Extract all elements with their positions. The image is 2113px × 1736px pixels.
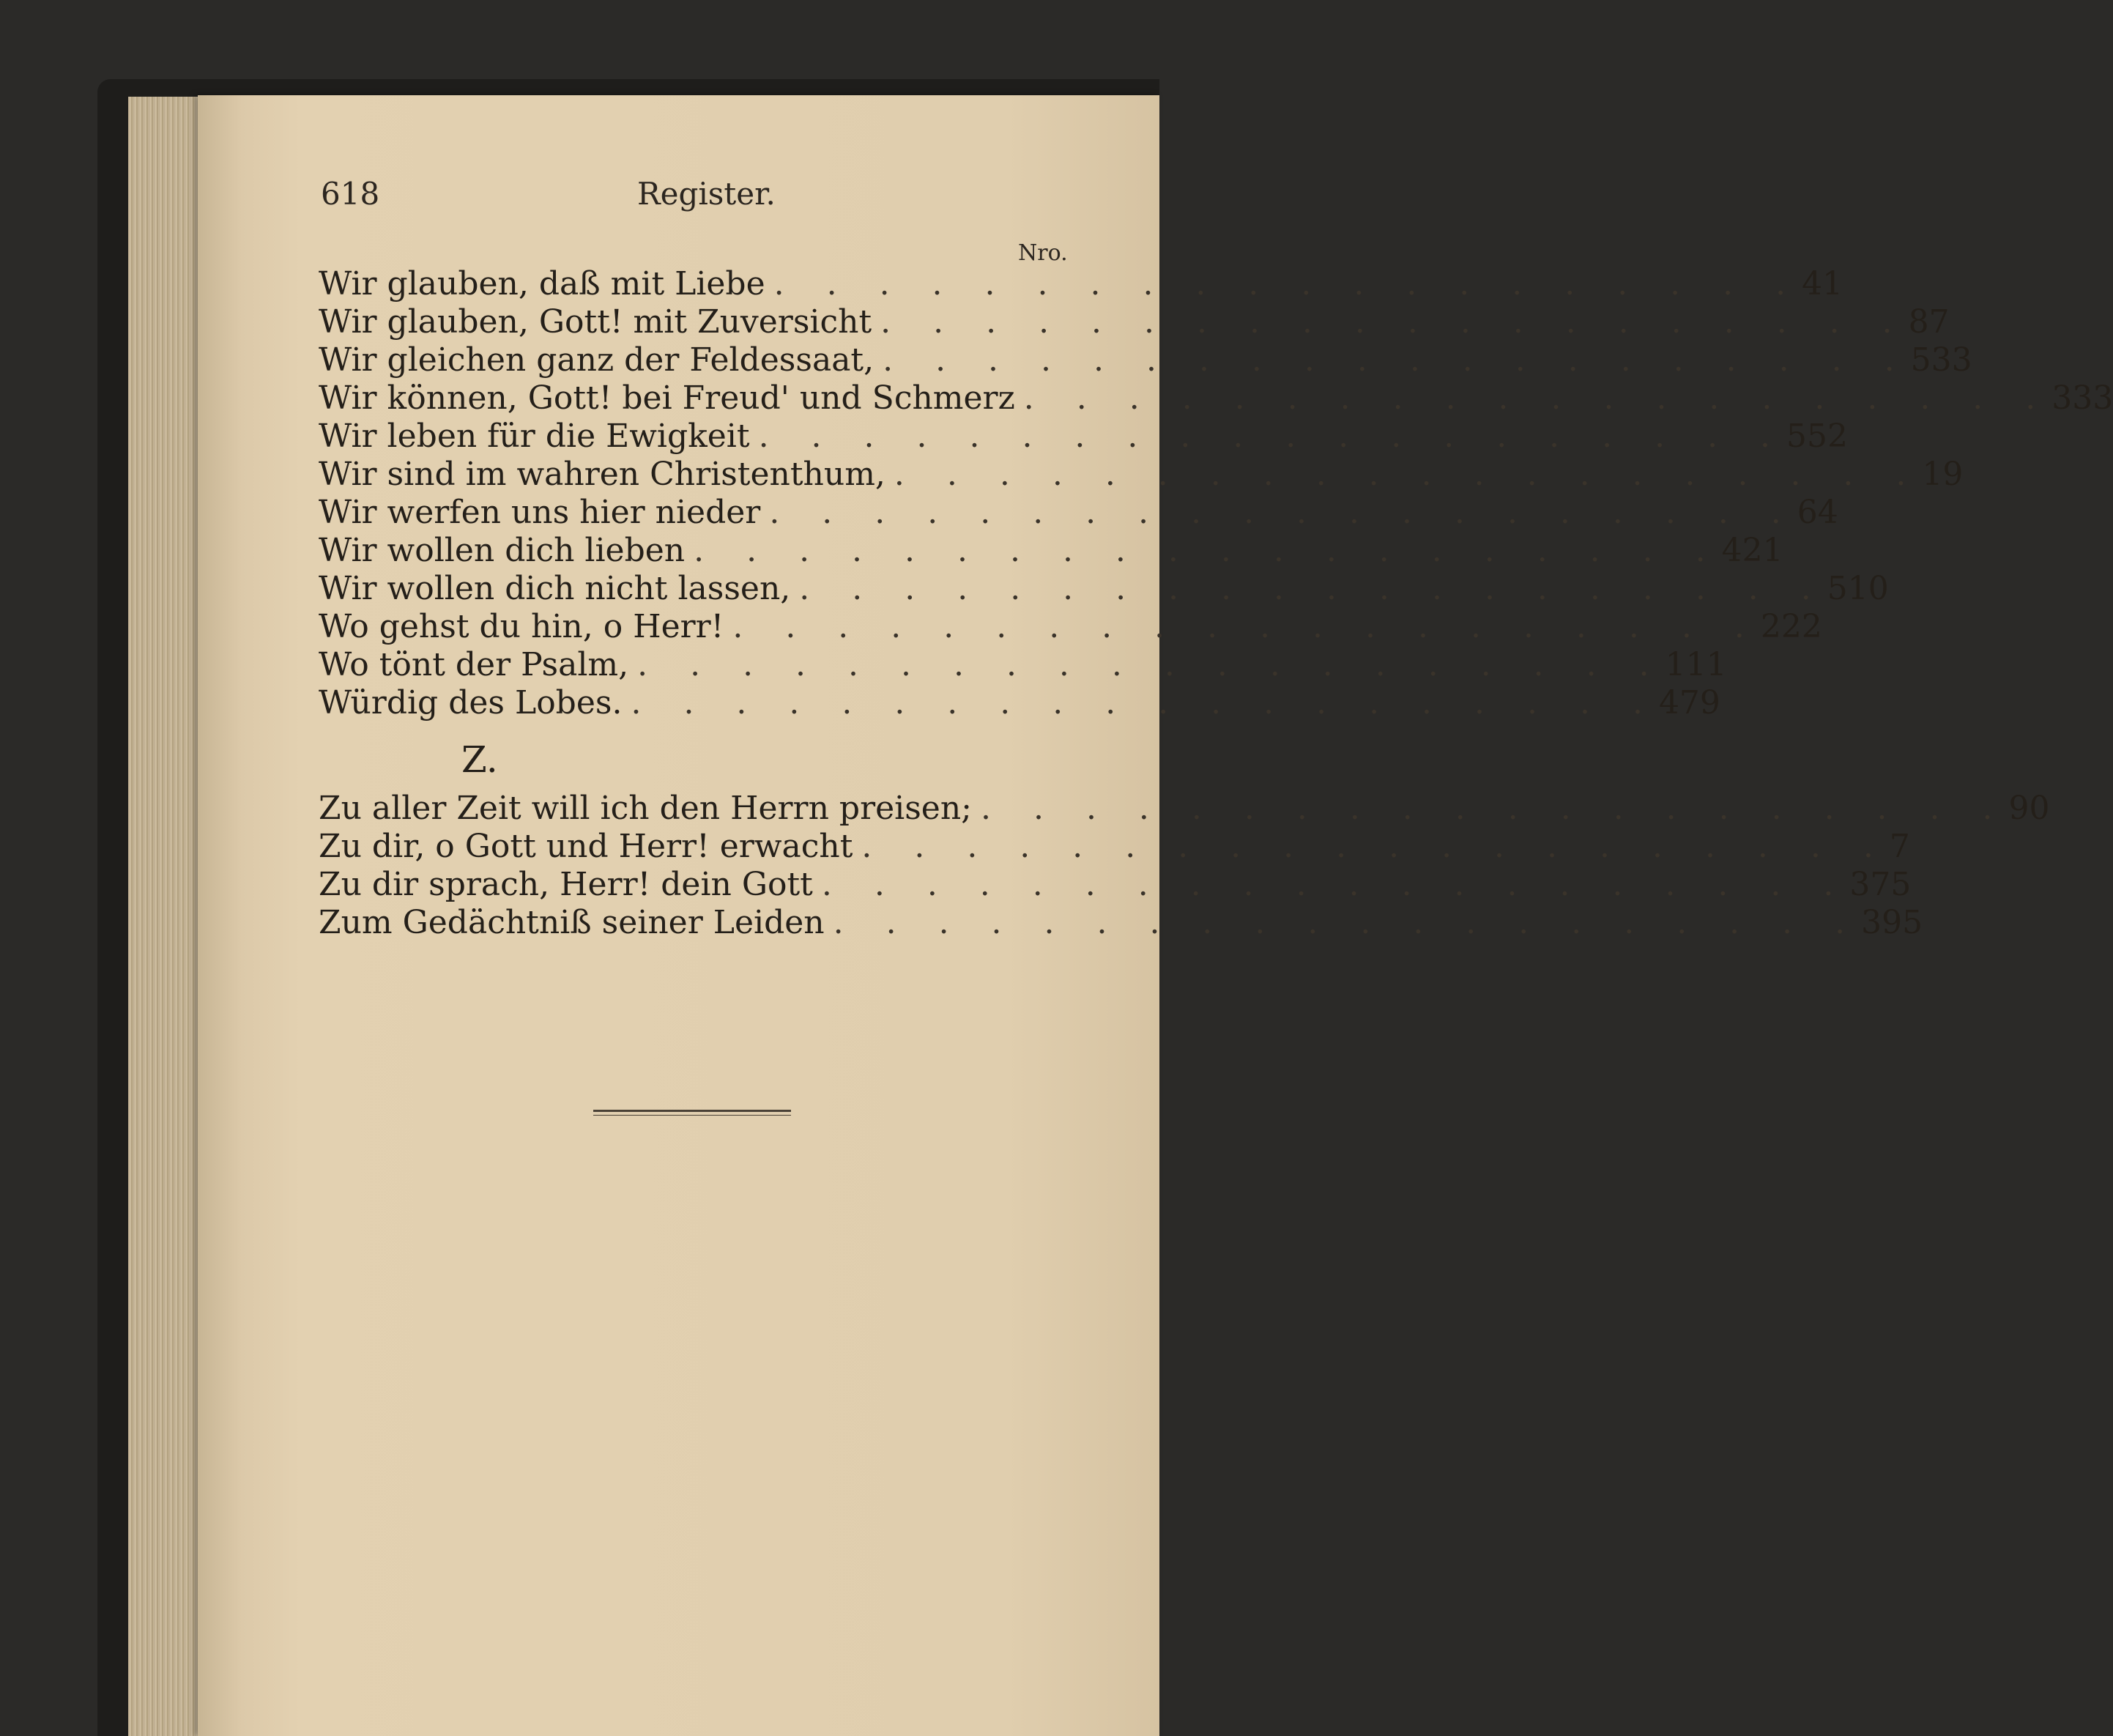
list-item: Wir wollen dich nicht lassen, . . . . . . . . . . . . . . . . . . . . 510 xyxy=(319,570,1889,607)
dot-leader: . . . . . . . . . . . . . . . . . . . . xyxy=(631,684,1659,722)
book-page xyxy=(198,95,2113,1736)
dot-leader: . . . . . . . . . . . . . . . . . . . . xyxy=(880,303,1909,341)
list-item: Wir werfen uns hier nieder . . . . . . . . . . . . . . . . . . . . 64 xyxy=(319,494,1838,531)
list-item: Wir wollen dich lieben . . . . . . . . . . . . . . . . . . . . 421 xyxy=(319,532,1783,569)
page-number: 618 xyxy=(321,176,380,212)
list-item: Würdig des Lobes. . . . . . . . . . . . . . . . . . . . . 479 xyxy=(319,684,1720,722)
dot-leader: . . . . . . . . . . . . . . . . . . . . xyxy=(821,866,1850,903)
dot-leader: . . . . . . . . . . . . . . . . . . . . xyxy=(732,608,1761,645)
dot-leader: . . . . . . . . . . . . . . . . . . . . xyxy=(981,790,2009,827)
list-item: Wir leben für die Ewigkeit . . . . . . . . . . . . . . . . . . . . 552 xyxy=(319,418,1849,455)
dot-leader: . . . . . . . . . . . . . . . . . . . . xyxy=(894,456,1923,493)
dot-leader: . . . . . . . . . . . . . . . . . . . . xyxy=(799,570,1827,607)
list-item: Wo gehst du hin, o Herr! . . . . . . . . . . . . . . . . . . . . 222 xyxy=(319,608,1822,645)
column-label: Nro. xyxy=(1018,240,1068,266)
list-item: Wir sind im wahren Christenthum, . . . . . . . . . . . . . . . . . . . . 19 xyxy=(319,456,1964,493)
index-list-z xyxy=(319,790,2050,942)
running-title: Register. xyxy=(637,176,776,212)
list-item: Wir glauben, daß mit Liebe . . . . . . . . . . . . . . . . . . . . 41 xyxy=(319,265,1843,303)
list-item: Wir glauben, Gott! mit Zuversicht . . . . . . . . . . . . . . . . . . . . 87 xyxy=(319,303,1950,341)
dot-leader: . . . . . . . . . . . . . . . . . . . . xyxy=(861,828,1890,865)
list-item: Zum Gedächtniß seiner Leiden . . . . . . . . . . . . . . . . . . . . 395 xyxy=(319,904,1923,941)
list-item: Zu dir sprach, Herr! dein Gott . . . . . . . . . . . . . . . . . . . . 375 xyxy=(319,866,1912,903)
end-rule xyxy=(593,1110,791,1112)
dot-leader: . . . . . . . . . . . . . . . . . . . . xyxy=(694,532,1722,569)
dot-leader: . . . . . . . . . . . . . . . . . . . . xyxy=(1023,379,2052,417)
dot-leader: . . . . . . . . . . . . . . . . . . . . xyxy=(758,418,1787,455)
end-rule-thin xyxy=(593,1115,791,1116)
list-item: Wir gleichen ganz der Feldessaat, . . . . . . . . . . . . . . . . . . . . 533 xyxy=(319,341,1972,379)
section-heading-z: Z. xyxy=(461,738,498,781)
list-item: Zu dir, o Gott und Herr! erwacht . . . . . . . . . . . . . . . . . . . . 7 xyxy=(319,828,1910,865)
list-item: Wir können, Gott! bei Freud' und Schmerz . . . . . . . . . . . . . . . . . . . . 333 xyxy=(319,379,2113,417)
dot-leader: . . . . . . . . . . . . . . . . . . . . xyxy=(833,904,1862,941)
dot-leader: . . . . . . . . . . . . . . . . . . . . xyxy=(637,646,1665,683)
dot-leader: . . . . . . . . . . . . . . . . . . . . xyxy=(883,341,1911,379)
list-item: Zu aller Zeit will ich den Herrn preisen; . . . . . . . . . . . . . . . . . . . . 90 xyxy=(319,790,2050,827)
dot-leader: . . . . . . . . . . . . . . . . . . . . xyxy=(769,494,1797,531)
dot-leader: . . . . . . . . . . . . . . . . . . . . xyxy=(773,265,1802,303)
index-list-w xyxy=(319,265,2113,722)
list-item: Wo tönt der Psalm, . . . . . . . . . . . . . . . . . . . . 111 xyxy=(319,646,1727,683)
page-header xyxy=(198,176,1159,212)
